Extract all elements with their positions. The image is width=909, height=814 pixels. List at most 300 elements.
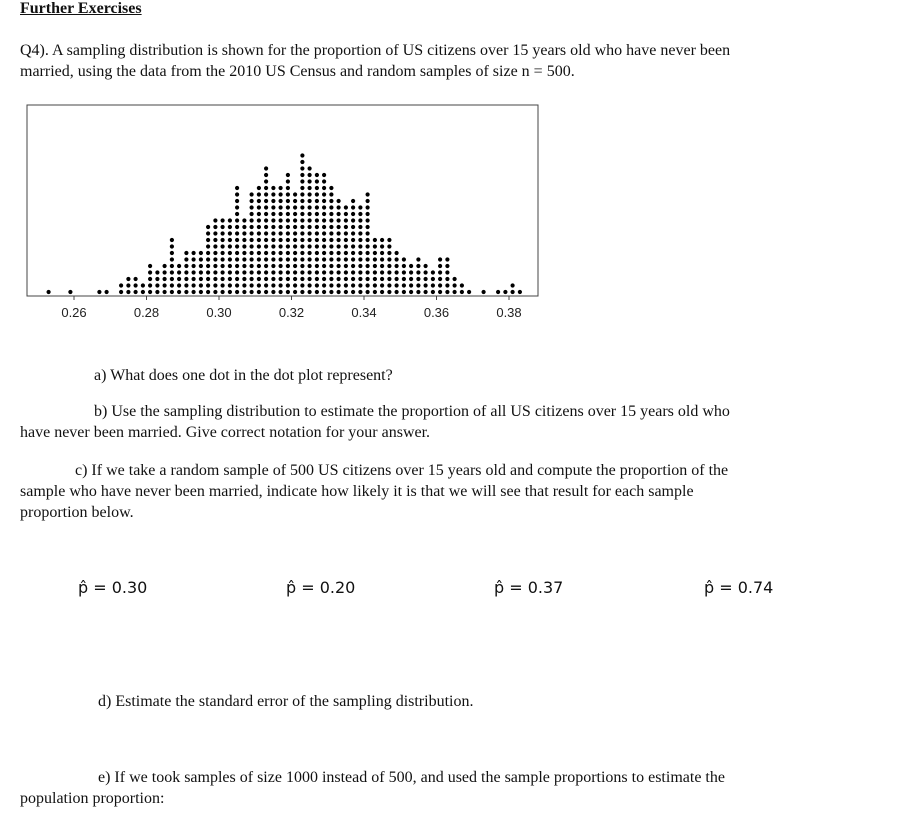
dot-21-8 xyxy=(242,238,246,242)
dot-38-15 xyxy=(366,192,370,196)
dot-25-6 xyxy=(271,251,275,255)
dot-44-3 xyxy=(409,270,413,274)
dot-23-10 xyxy=(257,225,261,229)
dot-37-12 xyxy=(358,212,362,216)
part-a-text: a) What does one dot in the dot plot represent? xyxy=(94,367,393,384)
dot-25-12 xyxy=(271,212,275,216)
dot-24-9 xyxy=(264,231,268,235)
dot-14-4 xyxy=(192,264,196,268)
dot-25-14 xyxy=(271,199,275,203)
dot-39-6 xyxy=(373,251,377,255)
dot-38-7 xyxy=(366,244,370,248)
dot-23-1 xyxy=(257,283,261,287)
dot-25-0 xyxy=(271,290,275,294)
dot-45-3 xyxy=(416,270,420,274)
dot-42-0 xyxy=(395,290,399,294)
dot-29-20 xyxy=(300,160,304,164)
dot-28-10 xyxy=(293,225,297,229)
dot-20-4 xyxy=(235,264,239,268)
dot-37-11 xyxy=(358,218,362,222)
dot-15-4 xyxy=(199,264,203,268)
dot-18-0 xyxy=(221,290,225,294)
dot-31-15 xyxy=(315,192,319,196)
dot-31-12 xyxy=(315,212,319,216)
dot-23-12 xyxy=(257,212,261,216)
dot-36-3 xyxy=(351,270,355,274)
dot-46-1 xyxy=(424,283,428,287)
dot-24-19 xyxy=(264,166,268,170)
dot-30-4 xyxy=(308,264,312,268)
dot-25-4 xyxy=(271,264,275,268)
dot-31-9 xyxy=(315,231,319,235)
dot-33-1 xyxy=(329,283,333,287)
dot-24-3 xyxy=(264,270,268,274)
tick-label-4: 0.34 xyxy=(351,305,377,320)
dot-30-5 xyxy=(308,257,312,261)
dot-11-0 xyxy=(170,290,174,294)
dot-4-0 xyxy=(119,290,123,294)
dot-24-4 xyxy=(264,264,268,268)
dot-28-1 xyxy=(293,283,297,287)
dot-41-6 xyxy=(387,251,391,255)
dot-16-2 xyxy=(206,277,210,281)
dot-28-2 xyxy=(293,277,297,281)
dot-32-17 xyxy=(322,179,326,183)
dot-33-4 xyxy=(329,264,333,268)
dot-35-4 xyxy=(344,264,348,268)
dot-27-3 xyxy=(286,270,290,274)
dot-44-1 xyxy=(409,283,413,287)
dot-17-0 xyxy=(213,290,217,294)
dot-12-3 xyxy=(177,270,181,274)
dot-20-10 xyxy=(235,225,239,229)
dot-24-17 xyxy=(264,179,268,183)
dot-20-11 xyxy=(235,218,239,222)
dot-12-1 xyxy=(177,283,181,287)
dot-20-8 xyxy=(235,238,239,242)
dot-31-14 xyxy=(315,199,319,203)
dot-37-13 xyxy=(358,205,362,209)
dot-40-0 xyxy=(380,290,384,294)
dot-13-5 xyxy=(184,257,188,261)
dot-51-0 xyxy=(460,290,464,294)
dot-39-5 xyxy=(373,257,377,261)
dot-32-4 xyxy=(322,264,326,268)
dot-49-2 xyxy=(445,277,449,281)
dot-54-0 xyxy=(496,290,500,294)
dot-37-10 xyxy=(358,225,362,229)
dot-56-1 xyxy=(510,283,514,287)
dot-1-0 xyxy=(68,290,72,294)
dot-12-0 xyxy=(177,290,181,294)
dot-29-1 xyxy=(300,283,304,287)
dot-28-15 xyxy=(293,192,297,196)
dot-35-0 xyxy=(344,290,348,294)
dot-49-5 xyxy=(445,257,449,261)
dot-30-12 xyxy=(308,212,312,216)
dot-37-6 xyxy=(358,251,362,255)
dot-32-10 xyxy=(322,225,326,229)
dot-42-5 xyxy=(395,257,399,261)
dot-32-0 xyxy=(322,290,326,294)
tick-group xyxy=(61,296,521,320)
dot-26-8 xyxy=(279,238,283,242)
dot-11-2 xyxy=(170,277,174,281)
dot-13-2 xyxy=(184,277,188,281)
dot-25-16 xyxy=(271,186,275,190)
dot-20-3 xyxy=(235,270,239,274)
dot-24-18 xyxy=(264,173,268,177)
dot-21-7 xyxy=(242,244,246,248)
dot-11-3 xyxy=(170,270,174,274)
dot-20-9 xyxy=(235,231,239,235)
dot-23-0 xyxy=(257,290,261,294)
dot-16-0 xyxy=(206,290,210,294)
dot-38-14 xyxy=(366,199,370,203)
dot-17-9 xyxy=(213,231,217,235)
dot-24-15 xyxy=(264,192,268,196)
dot-24-16 xyxy=(264,186,268,190)
dot-35-7 xyxy=(344,244,348,248)
dot-25-8 xyxy=(271,238,275,242)
dot-36-11 xyxy=(351,218,355,222)
dot-19-6 xyxy=(228,251,232,255)
dot-22-13 xyxy=(250,205,254,209)
dot-0-0 xyxy=(47,290,51,294)
dot-38-13 xyxy=(366,205,370,209)
dot-25-10 xyxy=(271,225,275,229)
dot-39-3 xyxy=(373,270,377,274)
dot-37-9 xyxy=(358,231,362,235)
dot-group xyxy=(47,153,523,294)
phat-option-1: p̂ = 0.30 xyxy=(78,578,148,597)
dot-24-12 xyxy=(264,212,268,216)
dot-16-3 xyxy=(206,270,210,274)
dot-26-11 xyxy=(279,218,283,222)
dot-24-11 xyxy=(264,218,268,222)
dot-22-9 xyxy=(250,231,254,235)
dot-16-6 xyxy=(206,251,210,255)
dot-40-2 xyxy=(380,277,384,281)
dot-9-2 xyxy=(155,277,159,281)
dot-8-4 xyxy=(148,264,152,268)
dot-29-21 xyxy=(300,153,304,157)
dot-24-10 xyxy=(264,225,268,229)
dot-27-8 xyxy=(286,238,290,242)
dot-23-9 xyxy=(257,231,261,235)
dot-18-11 xyxy=(221,218,225,222)
dot-40-4 xyxy=(380,264,384,268)
dot-30-3 xyxy=(308,270,312,274)
dot-33-5 xyxy=(329,257,333,261)
dot-37-5 xyxy=(358,257,362,261)
dot-26-1 xyxy=(279,283,283,287)
dot-30-7 xyxy=(308,244,312,248)
dot-22-0 xyxy=(250,290,254,294)
dot-31-13 xyxy=(315,205,319,209)
phat-option-3: p̂ = 0.37 xyxy=(494,578,564,597)
dot-25-7 xyxy=(271,244,275,248)
dot-22-2 xyxy=(250,277,254,281)
dot-33-10 xyxy=(329,225,333,229)
dot-16-9 xyxy=(206,231,210,235)
dot-18-6 xyxy=(221,251,225,255)
dot-31-1 xyxy=(315,283,319,287)
dot-12-2 xyxy=(177,277,181,281)
dot-18-4 xyxy=(221,264,225,268)
dot-29-6 xyxy=(300,251,304,255)
dot-48-1 xyxy=(438,283,442,287)
dot-28-3 xyxy=(293,270,297,274)
question-line-1: Q4). A sampling distribution is shown for the proportion of US citizens over 15 years old who have never been xyxy=(20,42,731,59)
dot-31-10 xyxy=(315,225,319,229)
dot-44-4 xyxy=(409,264,413,268)
dot-33-0 xyxy=(329,290,333,294)
dot-27-4 xyxy=(286,264,290,268)
tick-label-6: 0.38 xyxy=(496,305,522,320)
dot-37-2 xyxy=(358,277,362,281)
dot-31-5 xyxy=(315,257,319,261)
dot-28-14 xyxy=(293,199,297,203)
dot-43-4 xyxy=(402,264,406,268)
dot-15-0 xyxy=(199,290,203,294)
dot-40-3 xyxy=(380,270,384,274)
dot-31-16 xyxy=(315,186,319,190)
dot-18-7 xyxy=(221,244,225,248)
part-c-line-3: proportion below. xyxy=(20,504,134,521)
dot-30-6 xyxy=(308,251,312,255)
dot-23-15 xyxy=(257,192,261,196)
dot-24-2 xyxy=(264,277,268,281)
dot-29-17 xyxy=(300,179,304,183)
dot-33-6 xyxy=(329,251,333,255)
dot-19-11 xyxy=(228,218,232,222)
dot-36-9 xyxy=(351,231,355,235)
dot-11-8 xyxy=(170,238,174,242)
dot-24-7 xyxy=(264,244,268,248)
dot-18-1 xyxy=(221,283,225,287)
dot-35-9 xyxy=(344,231,348,235)
dot-32-11 xyxy=(322,218,326,222)
dot-27-18 xyxy=(286,173,290,177)
dot-23-2 xyxy=(257,277,261,281)
dot-32-12 xyxy=(322,212,326,216)
dot-44-2 xyxy=(409,277,413,281)
phat-option-4: p̂ = 0.74 xyxy=(704,578,774,597)
dot-34-0 xyxy=(337,290,341,294)
dot-31-8 xyxy=(315,238,319,242)
dot-37-7 xyxy=(358,244,362,248)
dot-30-15 xyxy=(308,192,312,196)
dot-3-0 xyxy=(105,290,109,294)
dot-30-19 xyxy=(308,166,312,170)
dot-36-13 xyxy=(351,205,355,209)
dot-20-16 xyxy=(235,186,239,190)
dot-34-1 xyxy=(337,283,341,287)
dot-33-13 xyxy=(329,205,333,209)
dot-14-3 xyxy=(192,270,196,274)
dot-37-8 xyxy=(358,238,362,242)
dot-29-3 xyxy=(300,270,304,274)
dot-47-3 xyxy=(431,270,435,274)
dot-43-1 xyxy=(402,283,406,287)
dot-15-5 xyxy=(199,257,203,261)
dot-21-4 xyxy=(242,264,246,268)
dot-17-4 xyxy=(213,264,217,268)
dot-44-0 xyxy=(409,290,413,294)
dot-8-3 xyxy=(148,270,152,274)
dot-15-2 xyxy=(199,277,203,281)
dot-35-11 xyxy=(344,218,348,222)
dot-43-2 xyxy=(402,277,406,281)
dot-6-0 xyxy=(134,290,138,294)
dot-17-11 xyxy=(213,218,217,222)
dot-14-5 xyxy=(192,257,196,261)
dot-21-10 xyxy=(242,225,246,229)
dot-35-12 xyxy=(344,212,348,216)
dot-42-1 xyxy=(395,283,399,287)
dot-25-13 xyxy=(271,205,275,209)
dot-18-3 xyxy=(221,270,225,274)
dot-13-3 xyxy=(184,270,188,274)
dot-47-0 xyxy=(431,290,435,294)
dot-39-2 xyxy=(373,277,377,281)
dot-28-11 xyxy=(293,218,297,222)
dot-21-2 xyxy=(242,277,246,281)
dot-36-10 xyxy=(351,225,355,229)
dot-26-6 xyxy=(279,251,283,255)
dot-20-6 xyxy=(235,251,239,255)
dot-33-8 xyxy=(329,238,333,242)
dot-33-3 xyxy=(329,270,333,274)
dot-43-5 xyxy=(402,257,406,261)
part-e xyxy=(20,767,880,809)
dot-19-3 xyxy=(228,270,232,274)
dot-41-3 xyxy=(387,270,391,274)
dot-17-2 xyxy=(213,277,217,281)
dot-18-8 xyxy=(221,238,225,242)
dot-39-7 xyxy=(373,244,377,248)
part-d-text: d) Estimate the standard error of the sampling distribution. xyxy=(98,693,474,710)
dot-35-10 xyxy=(344,225,348,229)
dot-33-2 xyxy=(329,277,333,281)
part-b xyxy=(20,401,880,443)
dot-27-14 xyxy=(286,199,290,203)
dot-17-7 xyxy=(213,244,217,248)
dot-29-19 xyxy=(300,166,304,170)
dot-41-1 xyxy=(387,283,391,287)
dot-27-9 xyxy=(286,231,290,235)
dot-48-3 xyxy=(438,270,442,274)
dot-40-1 xyxy=(380,283,384,287)
dot-38-2 xyxy=(366,277,370,281)
dot-38-8 xyxy=(366,238,370,242)
dot-29-14 xyxy=(300,199,304,203)
dot-30-11 xyxy=(308,218,312,222)
dot-29-2 xyxy=(300,277,304,281)
dot-27-11 xyxy=(286,218,290,222)
dot-6-1 xyxy=(134,283,138,287)
dot-38-5 xyxy=(366,257,370,261)
dot-36-1 xyxy=(351,283,355,287)
part-e-line-2: population proportion: xyxy=(20,790,165,807)
dot-27-16 xyxy=(286,186,290,190)
dot-48-5 xyxy=(438,257,442,261)
dot-35-6 xyxy=(344,251,348,255)
dot-10-3 xyxy=(163,270,167,274)
question-line-2: married, using the data from the 2010 US Census and random samples of size n = 500. xyxy=(20,63,575,80)
dot-34-10 xyxy=(337,225,341,229)
dot-11-1 xyxy=(170,283,174,287)
dot-24-1 xyxy=(264,283,268,287)
dot-33-16 xyxy=(329,186,333,190)
dot-13-0 xyxy=(184,290,188,294)
dot-26-10 xyxy=(279,225,283,229)
dot-13-4 xyxy=(184,264,188,268)
dot-24-14 xyxy=(264,199,268,203)
dot-4-1 xyxy=(119,283,123,287)
dot-31-17 xyxy=(315,179,319,183)
dot-29-13 xyxy=(300,205,304,209)
dot-29-10 xyxy=(300,225,304,229)
dot-13-1 xyxy=(184,283,188,287)
dot-22-10 xyxy=(250,225,254,229)
dot-25-11 xyxy=(271,218,275,222)
dot-31-11 xyxy=(315,218,319,222)
dot-31-7 xyxy=(315,244,319,248)
dot-16-8 xyxy=(206,238,210,242)
dot-32-9 xyxy=(322,231,326,235)
dot-17-8 xyxy=(213,238,217,242)
dot-21-5 xyxy=(242,257,246,261)
dot-38-9 xyxy=(366,231,370,235)
dot-25-9 xyxy=(271,231,275,235)
dot-30-13 xyxy=(308,205,312,209)
dot-23-4 xyxy=(257,264,261,268)
dot-11-5 xyxy=(170,257,174,261)
dot-30-18 xyxy=(308,173,312,177)
dot-28-0 xyxy=(293,290,297,294)
dot-34-9 xyxy=(337,231,341,235)
dot-10-1 xyxy=(163,283,167,287)
dot-21-1 xyxy=(242,283,246,287)
part-c-line-2: sample who have never been married, indicate how likely it is that we will see that result for each sample xyxy=(20,483,694,500)
dot-24-8 xyxy=(264,238,268,242)
dot-52-0 xyxy=(467,290,471,294)
dot-47-2 xyxy=(431,277,435,281)
dot-42-3 xyxy=(395,270,399,274)
part-c-line-1: c) If we take a random sample of 500 US citizens over 15 years old and compute the proportion of the xyxy=(75,462,729,479)
dot-29-4 xyxy=(300,264,304,268)
dot-23-3 xyxy=(257,270,261,274)
dot-16-5 xyxy=(206,257,210,261)
dot-35-3 xyxy=(344,270,348,274)
part-a xyxy=(20,365,880,386)
dot-22-3 xyxy=(250,270,254,274)
part-b-line-1: b) Use the sampling distribution to estimate the proportion of all US citizens over 15 years old who xyxy=(94,403,730,420)
dot-30-14 xyxy=(308,199,312,203)
dot-9-3 xyxy=(155,270,159,274)
dot-51-1 xyxy=(460,283,464,287)
dot-28-8 xyxy=(293,238,297,242)
dot-19-2 xyxy=(228,277,232,281)
dot-14-1 xyxy=(192,283,196,287)
dot-45-4 xyxy=(416,264,420,268)
tick-label-3: 0.32 xyxy=(278,305,305,320)
dot-39-1 xyxy=(373,283,377,287)
dot-26-4 xyxy=(279,264,283,268)
dot-31-18 xyxy=(315,173,319,177)
